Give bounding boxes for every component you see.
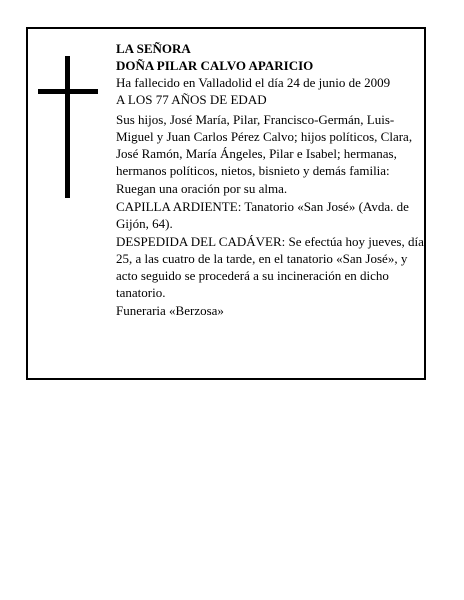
deceased-name: DOÑA PILAR CALVO APARICIO: [116, 58, 314, 73]
cross-vertical-bar: [65, 56, 70, 198]
prayer-line: Ruegan una oración por su alma.: [116, 181, 288, 196]
cross-horizontal-bar: [38, 89, 98, 94]
family-paragraph: Sus hijos, José María, Pilar, Francisco-Germán, Luis-Miguel y Juan Carlos Pérez Calvo; hijos políticos, Clara, José Ramón, María Ángeles, Pilar e Isabel; hermanas, hermanos políticos, nietos, bisnieto y demás familia:: [116, 112, 413, 178]
obituary-notice: [26, 27, 426, 380]
cross-icon: [38, 56, 98, 198]
age-line: A LOS 77 AÑOS DE EDAD: [116, 92, 267, 107]
farewell-paragraph: DESPEDIDA DEL CADÁVER: Se efectúa hoy jueves, día 25, a las cuatro de la tarde, en el tanatorio «San José», y acto seguido se procederá a su incineración en dicho tanatorio.: [116, 234, 424, 300]
chapel-paragraph: CAPILLA ARDIENTE: Tanatorio «San José» (Avda. de Gijón, 64).: [116, 199, 409, 231]
obituary-text: [116, 40, 426, 319]
title-line-1: LA SEÑORA: [116, 41, 191, 56]
funeral-home-line: Funeraria «Berzosa»: [116, 303, 224, 318]
death-line: Ha fallecido en Valladolid el día 24 de junio de 2009: [116, 75, 391, 90]
